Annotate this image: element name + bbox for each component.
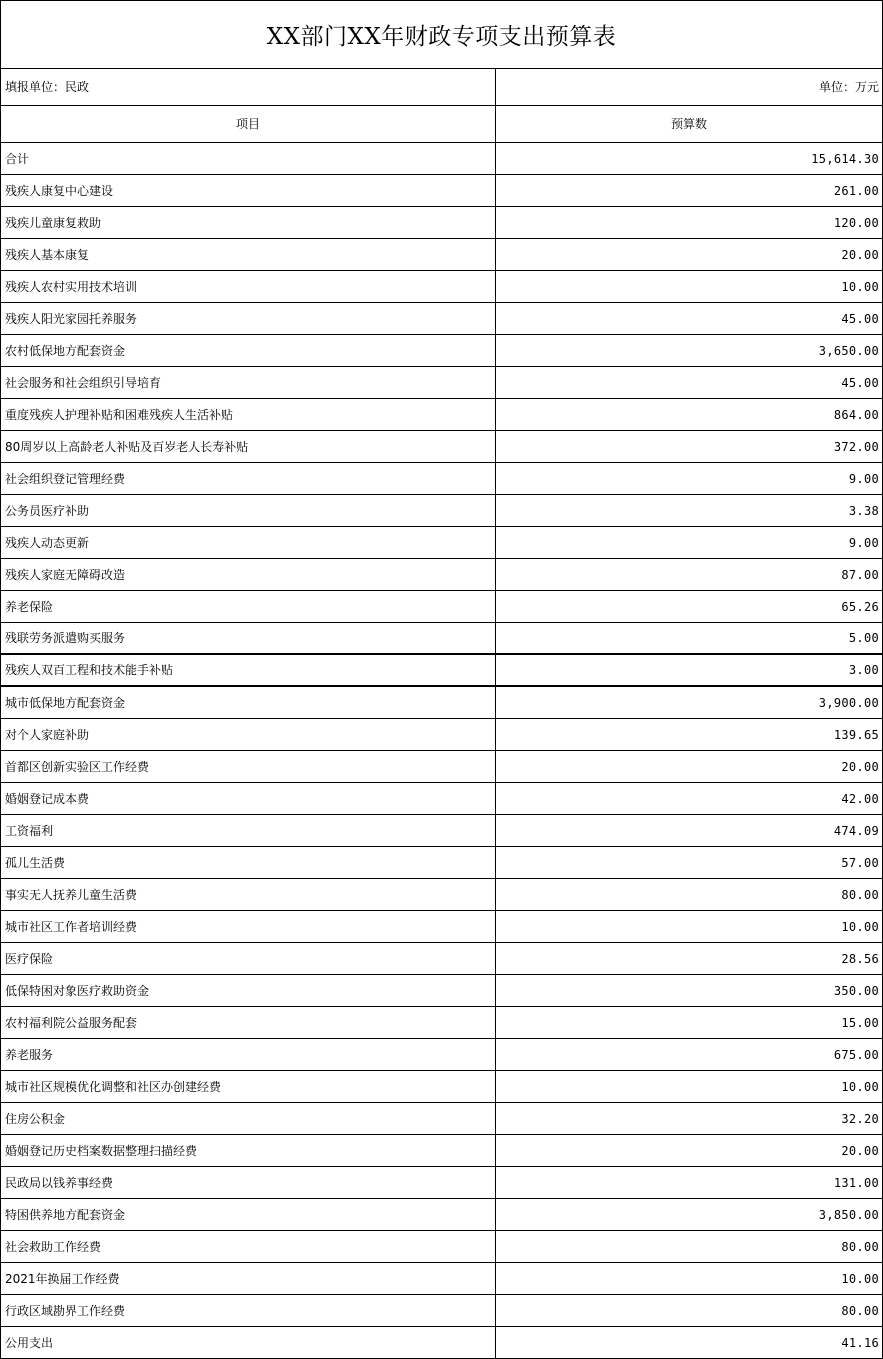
amount-cell: 15.00 [841,1015,879,1030]
item-cell: 民政局以钱养事经费 [1,1167,496,1198]
header-budget: 预算数 [670,117,707,131]
amount-cell: 3,900.00 [818,695,879,710]
amount-cell: 32.20 [841,1111,879,1126]
item-cell: 养老服务 [1,1039,496,1070]
header-item: 项目 [1,106,496,142]
amount-cell: 20.00 [841,759,879,774]
table-row [1,175,882,207]
table-row [1,239,882,271]
table-row [1,143,882,175]
item-cell: 城市社区规模优化调整和社区办创建经费 [1,1071,496,1102]
item-cell: 残疾人双百工程和技术能手补贴 [1,655,496,685]
table-row [1,719,882,751]
amount-cell: 3,850.00 [818,1207,879,1222]
table-body [1,143,882,1359]
amount-cell: 80.00 [841,1303,879,1318]
item-cell: 社会服务和社会组织引导培育 [1,367,496,398]
table-row [1,559,882,591]
table-row [1,911,882,943]
header-row [1,106,882,143]
item-cell: 残疾人农村实用技术培训 [1,271,496,302]
meta-row [1,69,882,106]
amount-cell: 9.00 [848,471,879,486]
table-row [1,1167,882,1199]
table-row [1,1263,882,1295]
table-row [1,367,882,399]
table-row [1,1103,882,1135]
table-row [1,207,882,239]
table-row [1,335,882,367]
item-cell: 事实无人抚养儿童生活费 [1,879,496,910]
table-row [1,1071,882,1103]
table-row [1,527,882,559]
currency-unit: 单位：万元 [818,80,879,94]
table-row [1,1007,882,1039]
amount-cell: 9.00 [848,535,879,550]
table-row [1,655,882,687]
amount-cell: 120.00 [833,215,879,230]
item-cell: 农村福利院公益服务配套 [1,1007,496,1038]
item-cell: 对个人家庭补助 [1,719,496,750]
table-row [1,975,882,1007]
table-row [1,1295,882,1327]
table-title: XX部门XX年财政专项支出预算表 [1,1,882,69]
item-cell: 首都区创新实验区工作经费 [1,751,496,782]
table-row [1,847,882,879]
amount-cell: 139.65 [833,727,879,742]
amount-cell: 372.00 [833,439,879,454]
amount-cell: 675.00 [833,1047,879,1062]
item-cell: 医疗保险 [1,943,496,974]
item-cell: 残联劳务派遣购买服务 [1,623,496,653]
item-cell: 重度残疾人护理补贴和困难残疾人生活补贴 [1,399,496,430]
table-row [1,1039,882,1071]
table-row [1,271,882,303]
item-cell: 婚姻登记成本费 [1,783,496,814]
table-row [1,1135,882,1167]
table-row [1,1199,882,1231]
item-cell: 城市低保地方配套资金 [1,687,496,718]
table-row [1,1327,882,1359]
amount-cell: 20.00 [841,247,879,262]
amount-cell: 80.00 [841,887,879,902]
item-cell: 合计 [1,143,496,174]
amount-cell: 20.00 [841,1143,879,1158]
amount-cell: 10.00 [841,919,879,934]
amount-cell: 45.00 [841,375,879,390]
table-row [1,943,882,975]
amount-cell: 41.16 [841,1335,879,1350]
item-cell: 残疾人动态更新 [1,527,496,558]
item-cell: 社会救助工作经费 [1,1231,496,1262]
table-row [1,591,882,623]
amount-cell: 80.00 [841,1239,879,1254]
item-cell: 残疾人康复中心建设 [1,175,496,206]
item-cell: 婚姻登记历史档案数据整理扫描经费 [1,1135,496,1166]
table-row [1,463,882,495]
amount-cell: 87.00 [841,567,879,582]
item-cell: 行政区域勘界工作经费 [1,1295,496,1326]
table-row [1,1231,882,1263]
item-cell: 养老保险 [1,591,496,622]
item-cell: 80周岁以上高龄老人补贴及百岁老人长寿补贴 [1,431,496,462]
table-row [1,399,882,431]
item-cell: 公务员医疗补助 [1,495,496,526]
amount-cell: 57.00 [841,855,879,870]
amount-cell: 10.00 [841,279,879,294]
amount-cell: 3.38 [848,503,879,518]
table-row [1,751,882,783]
amount-cell: 474.09 [833,823,879,838]
table-row [1,879,882,911]
item-cell: 残疾人基本康复 [1,239,496,270]
table-row [1,783,882,815]
amount-cell: 3,650.00 [818,343,879,358]
amount-cell: 261.00 [833,183,879,198]
item-cell: 住房公积金 [1,1103,496,1134]
item-cell: 残疾儿童康复救助 [1,207,496,238]
amount-cell: 350.00 [833,983,879,998]
table-row [1,623,882,655]
item-cell: 残疾人阳光家园托养服务 [1,303,496,334]
amount-cell: 10.00 [841,1079,879,1094]
amount-cell: 42.00 [841,791,879,806]
item-cell: 工资福利 [1,815,496,846]
table-row [1,431,882,463]
amount-cell: 15,614.30 [811,151,879,166]
amount-cell: 3.00 [848,663,879,677]
item-cell: 2021年换届工作经费 [1,1263,496,1294]
item-cell: 城市社区工作者培训经费 [1,911,496,942]
item-cell: 社会组织登记管理经费 [1,463,496,494]
amount-cell: 10.00 [841,1271,879,1286]
amount-cell: 864.00 [833,407,879,422]
amount-cell: 45.00 [841,311,879,326]
item-cell: 农村低保地方配套资金 [1,335,496,366]
table-row [1,303,882,335]
amount-cell: 65.26 [841,599,879,614]
item-cell: 公用支出 [1,1327,496,1358]
table-row [1,495,882,527]
amount-cell: 131.00 [833,1175,879,1190]
item-cell: 孤儿生活费 [1,847,496,878]
filling-unit: 填报单位：民政 [1,69,496,105]
amount-cell: 28.56 [841,951,879,966]
table-row [1,815,882,847]
item-cell: 残疾人家庭无障碍改造 [1,559,496,590]
item-cell: 低保特困对象医疗救助资金 [1,975,496,1006]
table-row [1,687,882,719]
item-cell: 特困供养地方配套资金 [1,1199,496,1230]
amount-cell: 5.00 [848,631,879,645]
